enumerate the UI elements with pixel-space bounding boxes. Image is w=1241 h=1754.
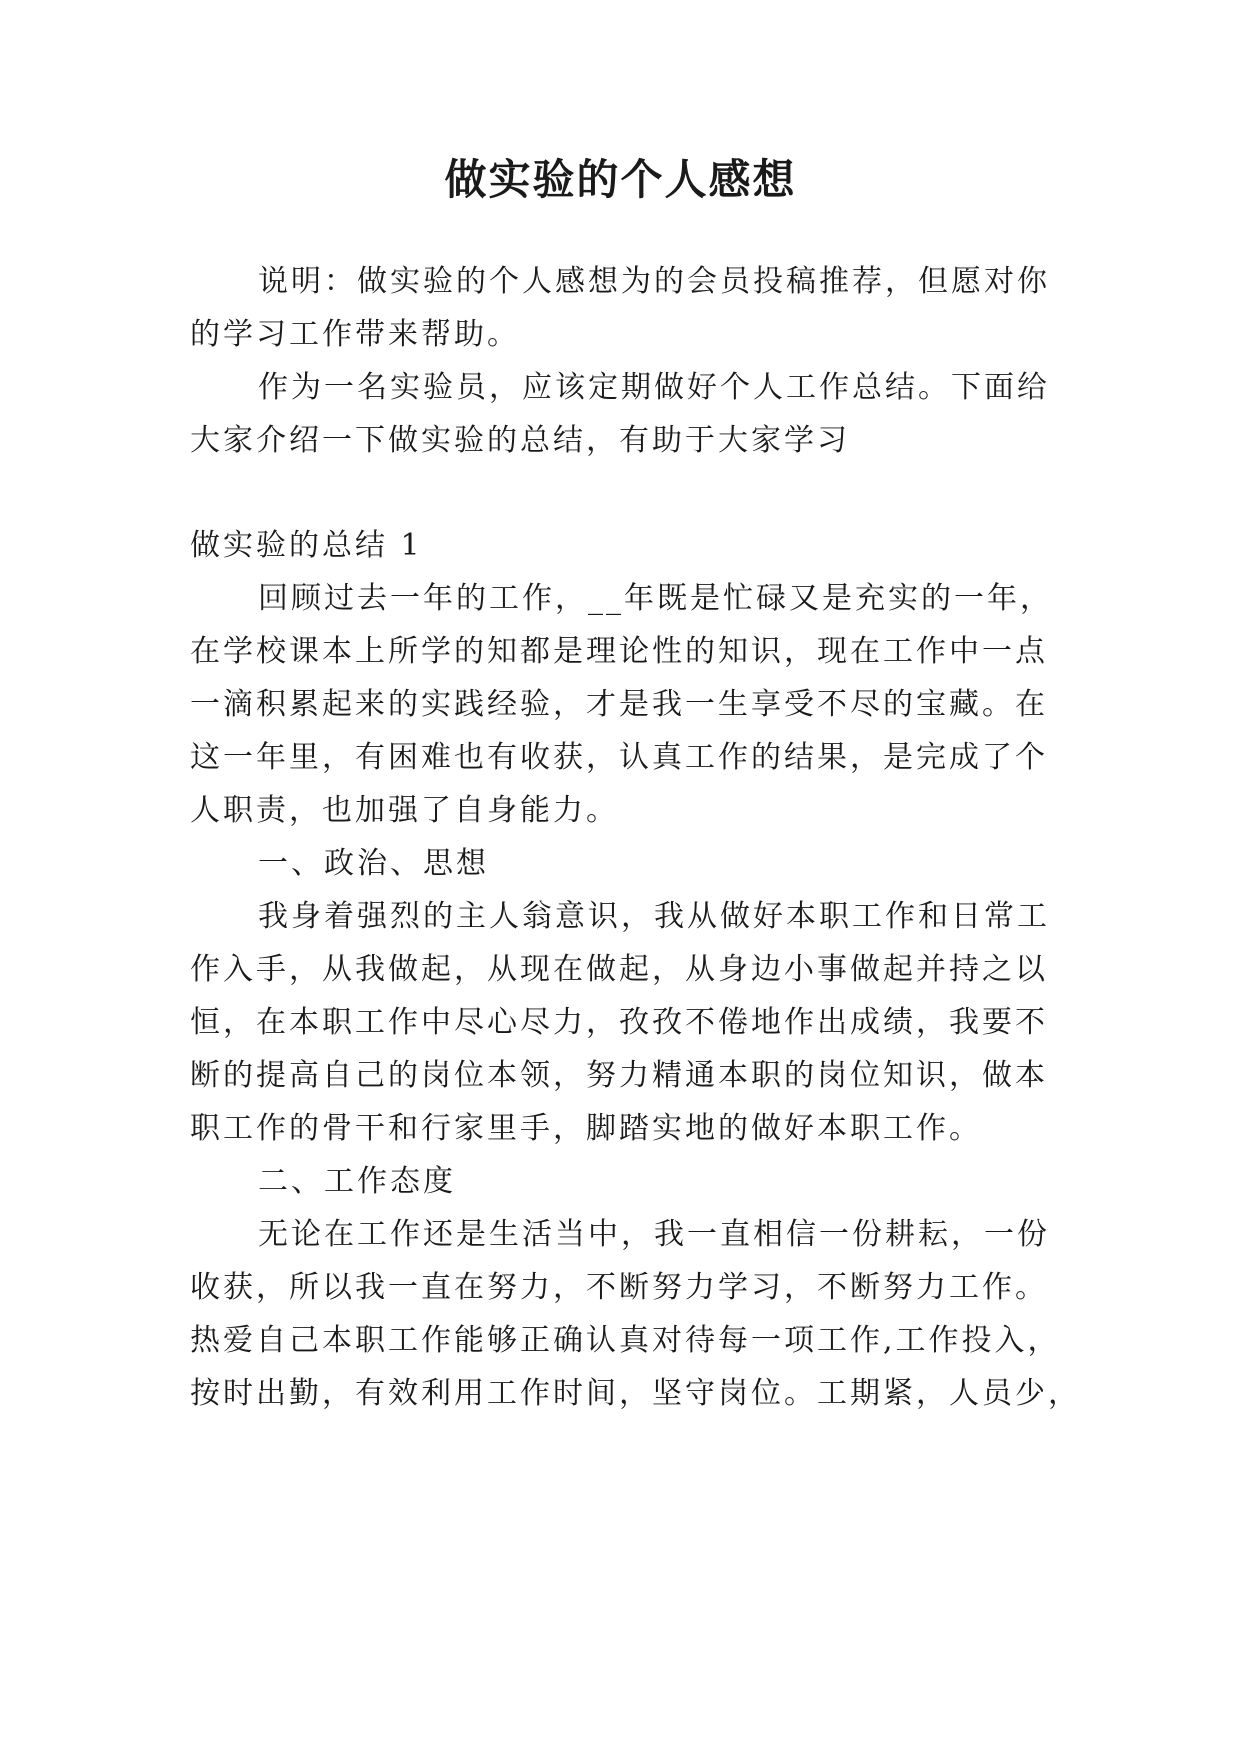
paragraph-line: 在学校课本上所学的知都是理论性的知识，现在工作中一点 — [190, 634, 1048, 669]
paragraph-line: 作入手，从我做起，从现在做起，从身边小事做起并持之以 — [190, 952, 1048, 987]
paragraph-line: 回顾过去一年的工作，__年既是忙碌又是充实的一年， — [258, 581, 1053, 616]
paragraph-line: 这一年里，有困难也有收获，认真工作的结果，是完成了个 — [190, 740, 1048, 775]
paragraph-line: 作为一名实验员，应该定期做好个人工作总结。下面给 — [258, 370, 1050, 405]
subsection-heading: 二、工作态度 — [258, 1164, 456, 1199]
paragraph-line: 说明：做实验的个人感想为的会员投稿推荐，但愿对你 — [258, 264, 1050, 299]
paragraph-line: 一滴积累起来的实践经验，才是我一生享受不尽的宝藏。在 — [190, 687, 1048, 722]
paragraph-line: 的学习工作带来帮助。 — [190, 317, 520, 352]
paragraph-line: 无论在工作还是生活当中，我一直相信一份耕耘，一份 — [258, 1217, 1050, 1252]
paragraph-line: 大家介绍一下做实验的总结，有助于大家学习 — [190, 423, 850, 458]
subsection-heading: 一、政治、思想 — [258, 846, 489, 881]
paragraph-line: 热爱自己本职工作能够正确认真对待每一项工作,工作投入， — [190, 1323, 1061, 1358]
paragraph-line: 我身着强烈的主人翁意识，我从做好本职工作和日常工 — [258, 899, 1050, 934]
paragraph-line: 人职责，也加强了自身能力。 — [190, 793, 619, 828]
paragraph-line: 恒，在本职工作中尽心尽力，孜孜不倦地作出成绩，我要不 — [190, 1005, 1048, 1040]
paragraph-line: 收获，所以我一直在努力，不断努力学习，不断努力工作。 — [190, 1270, 1048, 1305]
paragraph-line: 断的提高自己的岗位本领，努力精通本职的岗位知识，做本 — [190, 1058, 1048, 1093]
paragraph-line: 职工作的骨干和行家里手，脚踏实地的做好本职工作。 — [190, 1111, 982, 1146]
page-title: 做实验的个人感想 — [444, 155, 797, 204]
paragraph-line: 按时出勤，有效利用工作时间，坚守岗位。工期紧，人员少， — [190, 1376, 1081, 1411]
section-heading: 做实验的总结 1 — [190, 528, 423, 563]
